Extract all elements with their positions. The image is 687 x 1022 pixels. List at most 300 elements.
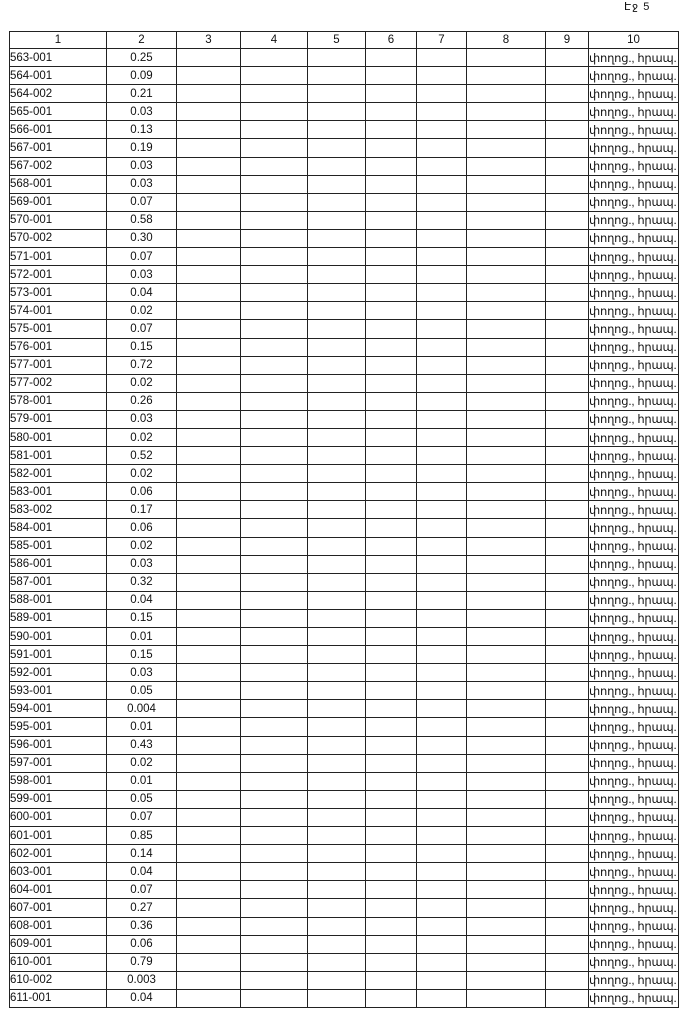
empty-cell	[546, 121, 589, 139]
empty-cell	[308, 772, 366, 790]
table-row	[10, 718, 679, 736]
area-value-cell: 0.36	[107, 917, 177, 935]
area-value-cell: 0.19	[107, 139, 177, 157]
empty-cell	[366, 483, 417, 501]
area-value-cell: 0.13	[107, 121, 177, 139]
empty-cell	[467, 157, 546, 175]
empty-cell	[177, 284, 241, 302]
land-use-cell: փողոց., հրապ.	[589, 302, 679, 320]
land-use-cell: փողոց., հրապ.	[589, 266, 679, 284]
parcel-code-cell: 565-001	[10, 103, 107, 121]
empty-cell	[467, 899, 546, 917]
empty-cell	[241, 121, 308, 139]
land-use-cell: փողոց., հրապ.	[589, 736, 679, 754]
empty-cell	[417, 700, 467, 718]
empty-cell	[241, 103, 308, 121]
land-use-cell: փողոց., հրապ.	[589, 483, 679, 501]
empty-cell	[308, 917, 366, 935]
empty-cell	[366, 338, 417, 356]
land-use-cell: փողոց., հրապ.	[589, 374, 679, 392]
table-row	[10, 320, 679, 338]
empty-cell	[241, 609, 308, 627]
empty-cell	[308, 591, 366, 609]
table-body	[10, 49, 679, 1008]
land-use-cell: փողոց., հրապ.	[589, 682, 679, 700]
empty-cell	[417, 628, 467, 646]
empty-cell	[467, 428, 546, 446]
land-use-cell: փողոց., հրապ.	[589, 845, 679, 863]
empty-cell	[366, 736, 417, 754]
land-use-cell: փողոց., հրապ.	[589, 465, 679, 483]
empty-cell	[308, 881, 366, 899]
parcel-code-cell: 608-001	[10, 917, 107, 935]
area-value-cell: 0.02	[107, 428, 177, 446]
land-use-cell: փողոց., հրապ.	[589, 248, 679, 266]
empty-cell	[308, 573, 366, 591]
empty-cell	[467, 754, 546, 772]
parcel-code-cell: 590-001	[10, 628, 107, 646]
empty-cell	[546, 845, 589, 863]
empty-cell	[546, 609, 589, 627]
empty-cell	[241, 935, 308, 953]
empty-cell	[467, 646, 546, 664]
area-value-cell: 0.04	[107, 591, 177, 609]
empty-cell	[177, 682, 241, 700]
parcel-code-cell: 600-001	[10, 808, 107, 826]
empty-cell	[308, 700, 366, 718]
empty-cell	[467, 85, 546, 103]
land-use-cell: փողոց., հրապ.	[589, 863, 679, 881]
empty-cell	[546, 772, 589, 790]
area-value-cell: 0.27	[107, 899, 177, 917]
empty-cell	[366, 501, 417, 519]
empty-cell	[241, 428, 308, 446]
col-header: 6	[366, 32, 417, 49]
empty-cell	[467, 573, 546, 591]
table-row	[10, 736, 679, 754]
table-row	[10, 465, 679, 483]
empty-cell	[467, 410, 546, 428]
area-value-cell: 0.04	[107, 284, 177, 302]
empty-cell	[177, 537, 241, 555]
empty-cell	[467, 682, 546, 700]
land-use-cell: փողոց., հրապ.	[589, 917, 679, 935]
parcel-code-cell: 576-001	[10, 338, 107, 356]
parcel-code-cell: 564-002	[10, 85, 107, 103]
empty-cell	[366, 320, 417, 338]
empty-cell	[467, 845, 546, 863]
table-row	[10, 682, 679, 700]
empty-cell	[546, 953, 589, 971]
table-row	[10, 356, 679, 374]
empty-cell	[417, 881, 467, 899]
empty-cell	[308, 465, 366, 483]
empty-cell	[546, 447, 589, 465]
empty-cell	[546, 193, 589, 211]
empty-cell	[417, 465, 467, 483]
area-value-cell: 0.07	[107, 193, 177, 211]
parcel-code-cell: 589-001	[10, 609, 107, 627]
empty-cell	[241, 211, 308, 229]
area-value-cell: 0.03	[107, 664, 177, 682]
empty-cell	[366, 139, 417, 157]
empty-cell	[308, 428, 366, 446]
empty-cell	[308, 609, 366, 627]
empty-cell	[467, 193, 546, 211]
empty-cell	[366, 628, 417, 646]
table-row	[10, 85, 679, 103]
empty-cell	[241, 808, 308, 826]
area-value-cell: 0.02	[107, 374, 177, 392]
header-row	[10, 32, 679, 49]
parcel-code-cell: 602-001	[10, 845, 107, 863]
empty-cell	[308, 67, 366, 85]
empty-cell	[308, 736, 366, 754]
empty-cell	[417, 483, 467, 501]
empty-cell	[177, 211, 241, 229]
empty-cell	[241, 175, 308, 193]
table-row	[10, 103, 679, 121]
area-value-cell: 0.004	[107, 700, 177, 718]
empty-cell	[308, 971, 366, 989]
empty-cell	[241, 302, 308, 320]
empty-cell	[417, 338, 467, 356]
parcel-code-cell: 580-001	[10, 428, 107, 446]
land-use-cell: փողոց., հրապ.	[589, 49, 679, 67]
area-value-cell: 0.85	[107, 827, 177, 845]
table-row	[10, 754, 679, 772]
empty-cell	[366, 790, 417, 808]
empty-cell	[308, 537, 366, 555]
empty-cell	[366, 519, 417, 537]
empty-cell	[177, 591, 241, 609]
area-value-cell: 0.06	[107, 483, 177, 501]
table-row	[10, 863, 679, 881]
table-row	[10, 175, 679, 193]
empty-cell	[177, 519, 241, 537]
empty-cell	[467, 935, 546, 953]
area-value-cell: 0.03	[107, 103, 177, 121]
empty-cell	[241, 356, 308, 374]
land-use-cell: փողոց., հրապ.	[589, 555, 679, 573]
empty-cell	[467, 537, 546, 555]
parcel-code-cell: 592-001	[10, 664, 107, 682]
empty-cell	[366, 103, 417, 121]
table-row	[10, 374, 679, 392]
area-value-cell: 0.01	[107, 718, 177, 736]
col-header: 3	[177, 32, 241, 49]
empty-cell	[417, 591, 467, 609]
land-use-cell: փողոց., հրապ.	[589, 139, 679, 157]
empty-cell	[308, 320, 366, 338]
empty-cell	[366, 85, 417, 103]
empty-cell	[308, 483, 366, 501]
empty-cell	[177, 718, 241, 736]
table-row	[10, 827, 679, 845]
empty-cell	[417, 664, 467, 682]
empty-cell	[308, 193, 366, 211]
empty-cell	[366, 392, 417, 410]
empty-cell	[241, 447, 308, 465]
empty-cell	[546, 356, 589, 374]
empty-cell	[366, 700, 417, 718]
empty-cell	[308, 49, 366, 67]
empty-cell	[241, 85, 308, 103]
empty-cell	[308, 392, 366, 410]
empty-cell	[467, 718, 546, 736]
empty-cell	[177, 356, 241, 374]
land-use-cell: փողոց., հրապ.	[589, 754, 679, 772]
empty-cell	[546, 827, 589, 845]
table-row	[10, 410, 679, 428]
empty-cell	[467, 49, 546, 67]
empty-cell	[241, 827, 308, 845]
parcel-code-cell: 569-001	[10, 193, 107, 211]
land-use-cell: փողոց., հրապ.	[589, 338, 679, 356]
land-use-cell: փողոց., հրապ.	[589, 320, 679, 338]
empty-cell	[467, 121, 546, 139]
area-value-cell: 0.26	[107, 392, 177, 410]
empty-cell	[241, 718, 308, 736]
empty-cell	[308, 989, 366, 1007]
area-value-cell: 0.02	[107, 754, 177, 772]
empty-cell	[366, 754, 417, 772]
empty-cell	[467, 175, 546, 193]
empty-cell	[366, 718, 417, 736]
land-use-cell: փողոց., հրապ.	[589, 85, 679, 103]
empty-cell	[308, 628, 366, 646]
empty-cell	[366, 447, 417, 465]
empty-cell	[366, 845, 417, 863]
empty-cell	[467, 555, 546, 573]
empty-cell	[366, 591, 417, 609]
parcel-code-cell: 599-001	[10, 790, 107, 808]
land-use-cell: փողոց., հրապ.	[589, 899, 679, 917]
empty-cell	[366, 374, 417, 392]
parcel-code-cell: 586-001	[10, 555, 107, 573]
empty-cell	[467, 392, 546, 410]
land-use-cell: փողոց., հրապ.	[589, 211, 679, 229]
empty-cell	[177, 501, 241, 519]
empty-cell	[417, 193, 467, 211]
area-value-cell: 0.25	[107, 49, 177, 67]
area-value-cell: 0.15	[107, 646, 177, 664]
empty-cell	[177, 664, 241, 682]
parcel-code-cell: 563-001	[10, 49, 107, 67]
empty-cell	[546, 338, 589, 356]
land-use-cell: փողոց., հրապ.	[589, 591, 679, 609]
land-use-cell: փողոց., հրապ.	[589, 881, 679, 899]
parcel-code-cell: 583-001	[10, 483, 107, 501]
empty-cell	[177, 175, 241, 193]
empty-cell	[177, 609, 241, 627]
parcel-code-cell: 609-001	[10, 935, 107, 953]
empty-cell	[177, 49, 241, 67]
parcel-code-cell: 567-002	[10, 157, 107, 175]
land-use-cell: փողոց., հրապ.	[589, 718, 679, 736]
empty-cell	[177, 85, 241, 103]
empty-cell	[467, 736, 546, 754]
table-row	[10, 428, 679, 446]
parcel-code-cell: 604-001	[10, 881, 107, 899]
area-value-cell: 0.05	[107, 790, 177, 808]
empty-cell	[467, 483, 546, 501]
area-value-cell: 0.04	[107, 989, 177, 1007]
empty-cell	[467, 374, 546, 392]
empty-cell	[308, 211, 366, 229]
area-value-cell: 0.15	[107, 609, 177, 627]
col-header: 8	[467, 32, 546, 49]
empty-cell	[546, 989, 589, 1007]
empty-cell	[241, 248, 308, 266]
empty-cell	[177, 248, 241, 266]
parcel-code-cell: 587-001	[10, 573, 107, 591]
empty-cell	[417, 103, 467, 121]
area-value-cell: 0.04	[107, 863, 177, 881]
empty-cell	[546, 49, 589, 67]
parcel-code-cell: 583-002	[10, 501, 107, 519]
empty-cell	[177, 121, 241, 139]
empty-cell	[366, 248, 417, 266]
empty-cell	[546, 103, 589, 121]
table-row	[10, 790, 679, 808]
empty-cell	[366, 410, 417, 428]
empty-cell	[467, 971, 546, 989]
empty-cell	[467, 628, 546, 646]
empty-cell	[417, 320, 467, 338]
area-value-cell: 0.07	[107, 808, 177, 826]
land-use-cell: փողոց., հրապ.	[589, 229, 679, 247]
empty-cell	[308, 790, 366, 808]
empty-cell	[546, 628, 589, 646]
empty-cell	[241, 917, 308, 935]
empty-cell	[467, 881, 546, 899]
empty-cell	[546, 175, 589, 193]
empty-cell	[417, 67, 467, 85]
empty-cell	[546, 646, 589, 664]
register-table	[9, 31, 679, 1008]
empty-cell	[467, 772, 546, 790]
empty-cell	[546, 754, 589, 772]
empty-cell	[417, 211, 467, 229]
empty-cell	[467, 338, 546, 356]
empty-cell	[241, 772, 308, 790]
empty-cell	[177, 736, 241, 754]
empty-cell	[467, 229, 546, 247]
empty-cell	[366, 573, 417, 591]
empty-cell	[546, 664, 589, 682]
empty-cell	[546, 899, 589, 917]
empty-cell	[417, 139, 467, 157]
table-row	[10, 338, 679, 356]
empty-cell	[366, 917, 417, 935]
area-value-cell: 0.07	[107, 248, 177, 266]
empty-cell	[308, 338, 366, 356]
empty-cell	[177, 899, 241, 917]
empty-cell	[366, 682, 417, 700]
empty-cell	[546, 573, 589, 591]
empty-cell	[308, 935, 366, 953]
area-value-cell: 0.01	[107, 772, 177, 790]
empty-cell	[241, 67, 308, 85]
empty-cell	[177, 646, 241, 664]
area-value-cell: 0.52	[107, 447, 177, 465]
empty-cell	[308, 519, 366, 537]
parcel-code-cell: 578-001	[10, 392, 107, 410]
empty-cell	[417, 790, 467, 808]
area-value-cell: 0.07	[107, 881, 177, 899]
land-use-cell: փողոց., հրապ.	[589, 356, 679, 374]
area-value-cell: 0.003	[107, 971, 177, 989]
empty-cell	[417, 609, 467, 627]
col-header: 5	[308, 32, 366, 49]
table-row	[10, 447, 679, 465]
empty-cell	[417, 374, 467, 392]
empty-cell	[177, 989, 241, 1007]
land-use-cell: փողոց., հրապ.	[589, 428, 679, 446]
empty-cell	[546, 790, 589, 808]
empty-cell	[546, 320, 589, 338]
empty-cell	[417, 971, 467, 989]
empty-cell	[177, 67, 241, 85]
empty-cell	[417, 863, 467, 881]
area-value-cell: 0.15	[107, 338, 177, 356]
empty-cell	[241, 139, 308, 157]
table-row	[10, 302, 679, 320]
empty-cell	[417, 989, 467, 1007]
table-row	[10, 483, 679, 501]
empty-cell	[177, 754, 241, 772]
empty-cell	[308, 845, 366, 863]
empty-cell	[467, 700, 546, 718]
empty-cell	[546, 266, 589, 284]
empty-cell	[366, 989, 417, 1007]
empty-cell	[366, 465, 417, 483]
land-use-cell: փողոց., հրապ.	[589, 646, 679, 664]
empty-cell	[241, 519, 308, 537]
empty-cell	[177, 428, 241, 446]
empty-cell	[546, 410, 589, 428]
empty-cell	[467, 67, 546, 85]
parcel-code-cell: 571-001	[10, 248, 107, 266]
empty-cell	[467, 863, 546, 881]
empty-cell	[308, 682, 366, 700]
parcel-code-cell: 596-001	[10, 736, 107, 754]
empty-cell	[308, 808, 366, 826]
parcel-code-cell: 603-001	[10, 863, 107, 881]
empty-cell	[177, 953, 241, 971]
empty-cell	[467, 609, 546, 627]
empty-cell	[467, 664, 546, 682]
table-row	[10, 211, 679, 229]
empty-cell	[417, 302, 467, 320]
empty-cell	[546, 85, 589, 103]
area-value-cell: 0.03	[107, 175, 177, 193]
empty-cell	[417, 736, 467, 754]
empty-cell	[177, 935, 241, 953]
area-value-cell: 0.03	[107, 266, 177, 284]
empty-cell	[546, 537, 589, 555]
table-row	[10, 49, 679, 67]
empty-cell	[241, 646, 308, 664]
empty-cell	[308, 157, 366, 175]
land-use-cell: փողոց., հրապ.	[589, 700, 679, 718]
parcel-code-cell: 598-001	[10, 772, 107, 790]
empty-cell	[177, 483, 241, 501]
empty-cell	[177, 139, 241, 157]
table-row	[10, 808, 679, 826]
empty-cell	[366, 193, 417, 211]
